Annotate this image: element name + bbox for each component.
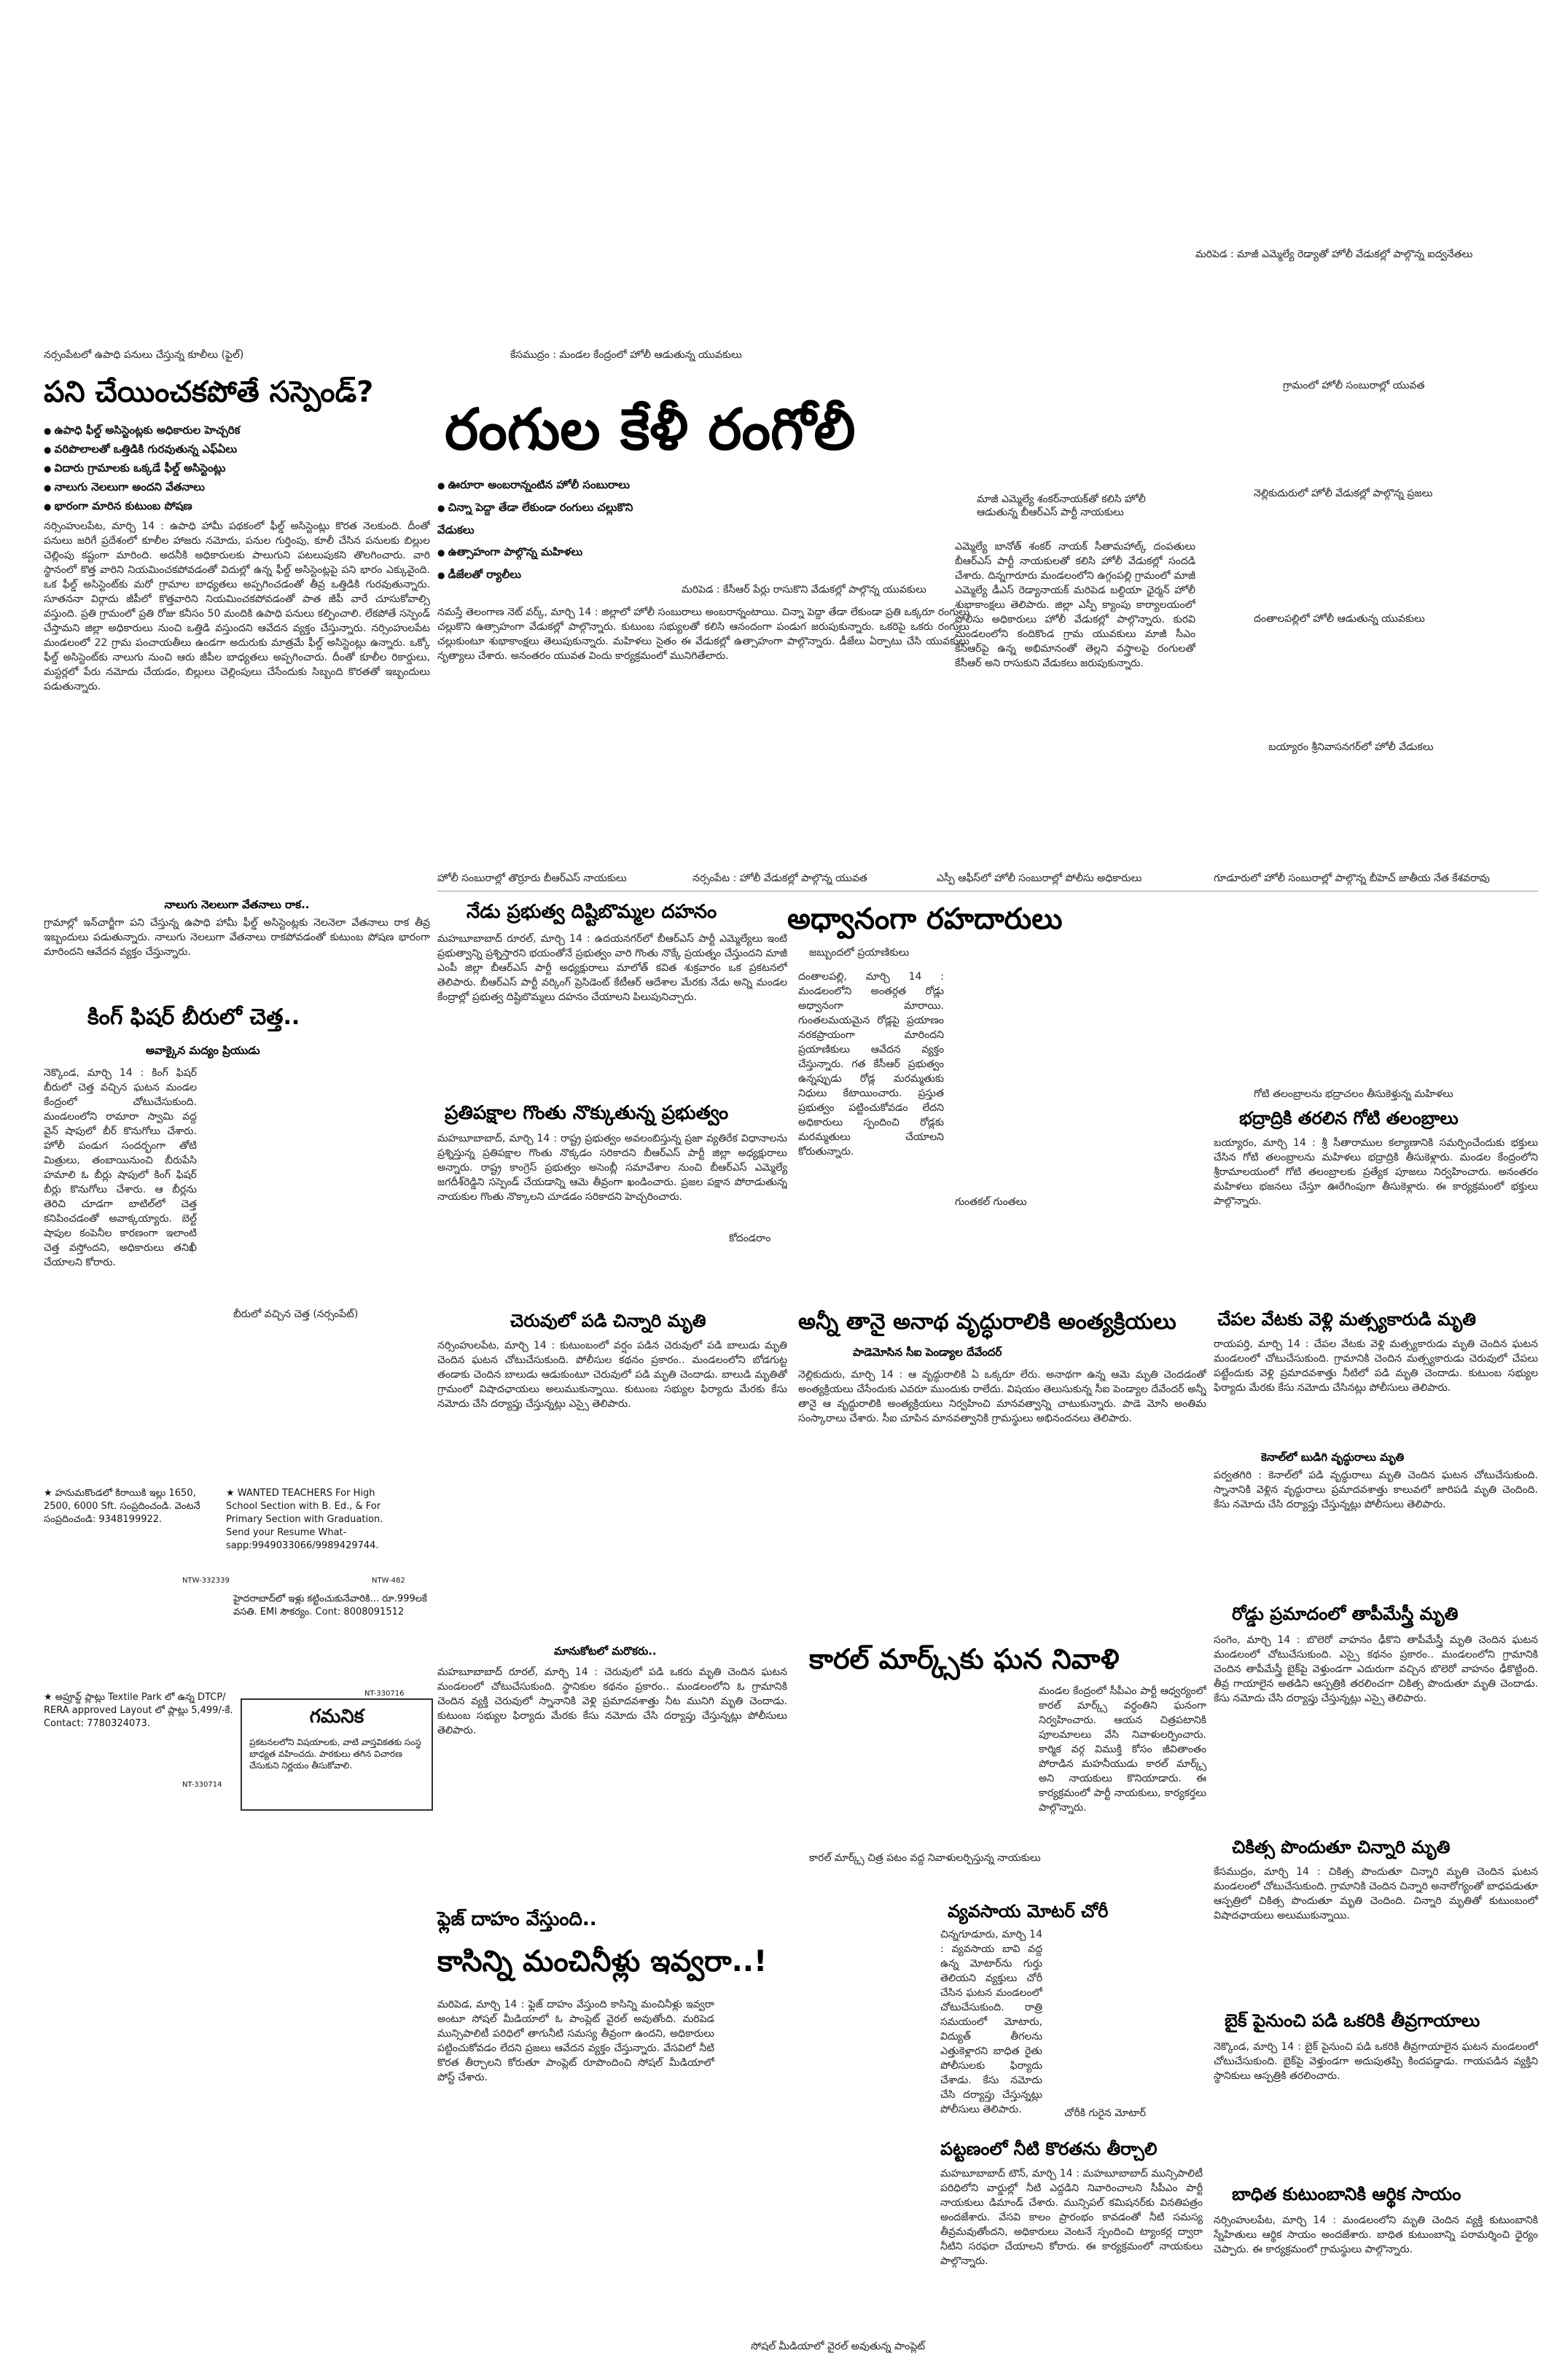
suspend-bullets: [44, 421, 430, 516]
dahanam-body: మహబూబాబాద్ రూరల్, మార్చి 14 : ఉదయనగర్‌లో బీఆర్‌ఎస్ పార్టీ ఎమ్మెల్యేలు ఇంటి ప్రభుత్వాన్ని ప్రశ్నిస్తారని భయంతోనే ప్రభుత్వం వారి గొంతు నొక్కే ప్రయత్నం చేస్తుందని మాజీ ఎంపీ జిల్లా బీఆర్‌ఎస్ పార్టీ అధ్యక్షురాలు మాలోత్ కవిత శుక్రవారం ఒక ప్రకటనలో తెలిపారు. బీఆర్‌ఎస్ పార్టీ వర్కింగ్ ప్రెసిడెంట్ కేటీఆర్ ఆదేశాల మేరకు నేడు అన్ని మండల కేంద్రాల్లో ప్రభుత్వ దిష్టిబొమ్మలు దహనం చేయాలని పిలుపునిచ్చారు.: [437, 933, 787, 1003]
suspend-bullet: ● విదారు గ్రామాలకు ఒక్కడే ఫీల్డ్ అసిస్టెంట్లు: [44, 459, 430, 478]
ad-teachers: ★ WANTED TEACHERS For High School Section with B. Ed., & For Primary Section with Graduation. Send your Resume What-sapp:9949033066/9989429744.: [226, 1488, 383, 1551]
suspend-body2: గ్రామాల్లో ఇన్‌చార్జీగా పని చేస్తున్న ఉపాధి హామీ ఫీల్డ్ అసిస్టెంట్లకు నెలనెలా వేతనాలు రాక తీవ్ర ఇబ్బందులు పడుతున్నారు. నాలుగు నెలలుగా వేతనాలు రాకపోవడంతో కుటుంబ పోషణ భారంగా మారిందని ఆవేదన వ్యక్తం చేస్తున్నారు.: [44, 917, 430, 958]
notice-body: ప్రకటనలలోని విషయాలకు, వాటి వాస్తవికతకు సంస్థ బాధ్యత వహించదు. పాఠకులు తగిన విచారణ చేసుకుని నిర్ణయం తీసుకోవాలి.: [249, 1737, 421, 1771]
center-bullet: ● చిన్నా పెద్దా తేడా లేకుండా రంగులు చల్లుకొని వేడుకలు: [437, 496, 663, 541]
center-bullet: ● ఉత్సాహంగా పాల్గొన్న మహిళలు: [437, 541, 663, 563]
dahanam-headline: నేడు ప్రభుత్వ దిష్టిబొమ్మల దహనం: [467, 901, 717, 923]
karl-body: మండల కేంద్రంలో సీపీఎం పార్టీ ఆధ్వర్యంలో కారల్ మార్క్స్ వర్ధంతిని ఘనంగా నిర్వహించారు. ఆయన చిత్రపటానికి పూలమాలలు వేసి నివాళులర్పించారు. కార్మిక వర్గ విముక్తి కోసం జీవితాంతం పోరాడిన మహనీయుడు కారల్ మార్క్స్ అని నాయకులు కొనియాడారు. ఈ కార్యక్రమంలో పార్టీ నాయకులు, కార్యకర్తలు పాల్గొన్నారు.: [1039, 1685, 1206, 1814]
caption-upadhi: నర్సంపేటలో ఉపాధి పనులు చేస్తున్న కూలీలు (ఫైల్): [44, 349, 244, 361]
caption-narsampet-holi: నర్సంపేట : హోలీ వేడుకల్లో పాల్గొన్న యువత: [692, 873, 867, 884]
bike-headline: బైక్ పైనుంచి పడి ఒకరికి తీవ్రగాయాలు: [1225, 2010, 1480, 2031]
chepala-body: రాయపర్తి, మార్చి 14 : చేపల వేటకు వెళ్లి మత్స్యకారుడు మృతి చెందిన ఘటన మండలంలో చోటుచేసుకుంది. గ్రామానికి చెందిన మత్స్యకారుడు చెరువులో చేపలు పట్టేందుకు వెళ్లి ప్రమాదవశాత్తు నీటిలో పడి మృతి చెందాడు. కుటుంబ సభ్యుల ఫిర్యాదు మేరకు కేసు నమోదు చేసినట్లు పోలీసులు తెలిపారు.: [1214, 1338, 1538, 1394]
manakotla-body: మహబూబాబాద్ రూరల్, మార్చి 14 : చెరువులో పడి ఒకరు మృతి చెందిన ఘటన మండలంలో చోటుచేసుకుంది. స్థానికుల కథనం ప్రకారం.. మండలంలోని ఓ గ్రామానికి చెందిన వ్యక్తి చెరువులో స్నానానికి వెళ్లి ప్రమాదవశాత్తు నీట మునిగి మృతి చెందాడు. కుటుంబ సభ్యుల ఫిర్యాదు మేరకు కేసు నమోదు చేసి దర్యాప్తు చేస్తున్నట్లు పోలీసులు తెలిపారు.: [437, 1666, 787, 1736]
suspend-body: నర్సింహులపేట, మార్చి 14 : ఉపాధి హామీ పథకంలో ఫీల్డ్ అసిస్టెంట్లు కొరత నెలకుంది. దీంతో పనులు జరిగే ప్రదేశంలో కూలీల హాజరు నమోదు, పనుల గుర్తింపు, కూలీ చేసిన పనులకు బిల్లుల చెల్లింపు కష్టంగా మారింది. అదనీకి అధికారులకు పాలుగుని పటలుపుకని తొలగించారు. వారి స్థానంలో కొత్త వారిని నియమించకపోవడంతో విదుల్లో ఉన్న ఫీల్డ్ అసిస్టెంట్లపై పని భారం ఎక్కువైంది. ఒక ఫీల్డ్ అసిస్టెంట్‌కు మరో గ్రామాల బాధ్యతలు అప్పగించడంతో తీవ్ర ఒత్తిడికి గురవుతున్నారు. సూతననా విర్గాదు జీపీలో కొత్తవారిని నియమించకపోవడంతో పాత జీపీ వారే చూసుకోవాల్సి వస్తుంది. ప్రతి గ్రామంలో ప్రతి రోజు కనీసం 50 మందికి ఉపాధి పనులు కల్పించాలి. లేకపోతే సస్పెండ్ చేస్తామని జిల్లా అధికారులు నుంచి ఒత్తిడి వస్తుందని ఆవేదన వ్యక్తం చేస్తున్నారు. నర్సింహులపేట మండలంలో 22 గ్రామ పంచాయతీలు ఉండగా అదురుకు మాత్రమే ఫీల్డ్ అసిస్టెంట్లు ఉన్నారు. ఒక్కో ఫీల్డ్ అసిస్టెంట్‌కు నాలుగు నుంచి ఆరు జీపీల బాధ్యతలు అప్పగించారు. దీంతో కూలీల రికార్డులు, మస్టర్లలో పేరు నమోదు చేయడం, బిల్లులు చెల్లింపులు చేసేందుకు సిబ్బంది కొరతతో ఇబ్బందులు పడుతున్నారు.: [44, 520, 430, 692]
neeti-body: మహబూబాబాద్ టౌన్, మార్చి 14 : మహబూబాబాద్ మున్సిపాలిటీ పరిధిలోని వార్డుల్లో నీటి ఎద్దడిని నివారించాలని సీపీఎం పార్టీ నాయకులు డిమాండ్ చేశారు. మున్సిపల్ కమిషనర్‌కు వినతిపత్రం అందజేశారు. వేసవి కాలం ప్రారంభం కావడంతో నీటి సమస్య తీవ్రమవుతోందని, అధికారులు వెంటనే స్పందించి ట్యాంకర్ల ద్వారా నీటిని సరఫరా చేయాలని కోరారు. ఈ కార్యక్రమంలో నాయకులు పాల్గొన్నారు.: [940, 2168, 1203, 2267]
antyakriyalu-subhead: పాడెమోసిన సీఐ పెండ్యాల దేవేందర్: [853, 1346, 1002, 1359]
chinnari-body: నర్సింహులపేట, మార్చి 14 : కుటుంబంలో వర్షం పడిన చెరువులో పడి బాలుడు మృతి చెందిన ఘటన చోటుచేసుకుంది. పోలీసుల కథనం ప్రకారం.. మండలంలోని బోడగుట్ట తండాకు చెందిన బాలుడు ఆడుకుంటూ చెరువులో పడి మృతి చెందాడు. బాలుడి మృతితో గ్రామంలో విషాదఛాయలు అలుముకున్నాయి. కుటుంబ సభ్యుల ఫిర్యాదు మేరకు కేసు నమోదు చేసి దర్యాప్తు చేస్తున్నట్లు ఎస్సై తెలిపారు.: [437, 1340, 787, 1410]
caption-bayyaram: బయ్యారం శ్రీనివాసనగర్‌లో హోలీ వేడుకలు: [1268, 741, 1434, 753]
tapi-body: సంగెం, మార్చి 14 : బొలెరో వాహనం ఢీకొని తాపీమేస్త్రీ మృతి చెందిన ఘటన మండలంలో చోటుచేసుకుంది. ఎస్సై కథనం ప్రకారం.. మండలంలోని గ్రామానికి చెందిన తాపీమేస్త్రీ బైక్‌పై వెళ్తుండగా ఎదురుగా వచ్చిన బొలెరో వాహనం ఢీకొట్టింది. తీవ్ర గాయాలైన అతడిని ఆస్పత్రికి తరలించగా చికిత్స పొందుతూ మృతి చెందాడు. కేసు నమోదు చేసి దర్యాప్తు చేస్తున్నట్లు ఎస్సై తెలిపారు.: [1214, 1634, 1538, 1704]
suspend-bullet: ● ఉపాధి ఫీల్డ్ అసిస్టెంట్లకు అధికారుల హెచ్చరిక: [44, 421, 430, 440]
center-bullets: [437, 474, 663, 586]
kingfisher-subhead: అవాక్కైన మద్యం ప్రియుడు: [146, 1044, 260, 1057]
suspend-subhead: నాలుగు నెలలుగా వేతనాలు రాక..: [164, 898, 310, 911]
caption-gunthakal: గుంతకల్ గుంతలు: [955, 1196, 1027, 1208]
chepala-subhead: కెనాల్‌లో బుడిగి వృద్ధురాలు మృతి: [1261, 1451, 1405, 1464]
caption-kesamudram: కేసముద్రం : మండల కేంద్రంలో హోలీ ఆడుతున్న యువకులు: [510, 349, 742, 361]
rahadarulu-body: దంతాలపల్లి, మార్చి 14 : మండలంలోని అంతర్గత రోడ్లు అధ్వానంగా మారాయి. గుంతలమయమైన రోడ్లపై ప్రయాణం నరకప్రాయంగా మారిందని ప్రయాణికులు ఆవేదన వ్యక్తం చేస్తున్నారు. గత కేసీఆర్ ప్రభుత్వం ఉన్నప్పుడు రోడ్ల మరమ్మతుకు నిధులు కేటాయించారు. ప్రస్తుత ప్రభుత్వం పట్టించుకోవడం లేదని అధికారులు స్పందించి రోడ్లకు మరమ్మతులు చేయాలని కోరుతున్నారు.: [798, 971, 944, 1158]
caption-dantalapalli: దంతాలపల్లిలో హోలీ ఆడుతున్న యువకులు: [1254, 613, 1425, 625]
center-bullet: ● ఊరూరా అంబరాన్నంటిన హోలీ సంబురాలు: [437, 474, 663, 496]
caption-goti: గోటి తలంబ్రాలను భద్రాచలం తీసుకెళ్తున్న మహిళలు: [1254, 1088, 1453, 1100]
notice-box: [241, 1698, 433, 1811]
aarthika-body: నర్సింహులపేట, మార్చి 14 : మండలంలోని మృతి చెందిన వ్యక్తి కుటుంబానికి స్నేహితులు ఆర్థిక సాయం అందజేశారు. బాధిత కుటుంబాన్ని పరామర్శించి ధైర్యం చెప్పారు. ఈ కార్యక్రమంలో గ్రామస్థులు పాల్గొన్నారు.: [1214, 2215, 1538, 2255]
goti-headline: భద్రాద్రికి తరలిన గోటి తలంబ్రాలు: [1239, 1108, 1459, 1128]
beer-bottle-photo: [211, 1066, 430, 1306]
top-right-caption: మరిపెడ : మాజీ ఎమ్మెల్యే రెడ్యాతో హోలీ వేడుకల్లో పాల్గొన్న ఐద్వనేతలు: [1195, 249, 1473, 260]
suspend-headline: పని చేయించకపోతే సస్పెండ్?: [44, 375, 374, 409]
holi-photo-strip: [437, 364, 948, 379]
ad-plots: ★ అప్రూవ్డ్ ప్లాట్లు Textile Park లో ఉన్న DTCP/ RERA approved Layout లో ప్లాట్లు 5,499/-కే. Contact: 7780324073.: [44, 1692, 233, 1729]
caption-gudur: గూడూరులో హోలీ సంబురాల్లో పాల్గొన్న బీహెచ్ జాతీయ నేత కేశవరావు: [1214, 873, 1490, 884]
caption-trs: హోలీ సంబురాల్లో తొర్రూరు బీఆర్‌ఎస్ నాయకులు: [437, 873, 627, 884]
plaji-headline2: కాసిన్ని మంచినీళ్లు ఇవ్వరా..!: [437, 1945, 768, 1978]
manakotla-subhead: మానుకోటలో మరొకరు..: [554, 1644, 657, 1658]
goti-body: బయ్యారం, మార్చి 14 : శ్రీ సీతారాముల కల్యాణానికి సమర్పించేందుకు భక్తులు చేసిన గోటి తలంబ్రాలను మహిళలు భద్రాద్రికి తీసుకెళ్లారు. మండల కేంద్రంలోని శ్రీరామాలయంలో గోటి తలంబ్రాలకు ప్రత్యేక పూజలు నిర్వహించారు. అనంతరం మహిళలు భజనలు చేస్తూ ఊరేగింపుగా తీసుకెళ్లారు. ఈ కార్యక్రమంలో భక్తులు పాల్గొన్నారు.: [1214, 1137, 1538, 1207]
road-photo: [955, 969, 1203, 1123]
antyakriyalu-body: నెల్లికుదురు, మార్చి 14 : ఆ వృద్ధురాలికి ఏ ఒక్కరూ లేరు. అనాథగా ఉన్న ఆమె మృతి చెందడంతో అంత్యక్రియలు చేసేందుకు ఎవరూ ముందుకు రాలేదు. విషయం తెలుసుకున్న సీఐ పెండ్యాల దేవేందర్ అన్నీ తానై ఆ వృద్ధురాలికి అంత్యక్రియలు నిర్వహించి మానవత్వాన్ని చాటుకున్నారు. పాడె మోసి అంతిమ సంస్కారాలు చేశారు. సీఐ చూపిన మానవత్వానికి గ్రామస్థులు అభినందనలు తెలిపారు.: [798, 1369, 1206, 1424]
kingfisher-headline: కింగ్ ఫిషర్ బీరులో చెత్త..: [87, 1004, 300, 1030]
aarthika-headline: బాధిత కుటుంబానికి ఆర్థిక సాయం: [1232, 2184, 1462, 2204]
ad-hyd: హైదరాబాద్‌లో ఇళ్లు కట్టించుకునేవారికి... రూ.999లకే వసతి. EMI సౌకర్యం. Cont: 8008091512: [233, 1593, 427, 1618]
kingfisher-body: నెక్కొండ, మార్చి 14 : కింగ్ ఫిషర్ బీరులో చెత్త వచ్చిన ఘటన మండల కేంద్రంలో చోటుచేసుకుంది. మండలంలోని రామారా స్వామి వద్ద వైన్ షాపులో బీర్ కొనుగోలు చేశారు. హోలీ పండుగ సందర్భంగా తోటి మిత్రులు, తంబాయినుంచి బీరుపేసి హమాలి ఓ బీర్లు షాపులో కింగ్ ఫిషర్ బీర్లు కొనుగోలు చేశారు. ఆ బీర్లను తెరిచి చూడగా బాటిల్‌లో చెత్త కనిపించడంతో అవాక్కయ్యారు. బెల్ట్ షాపుల కంపెనీల కారణంగా ఇలాంటి చెత్త వస్తోందని, అధికారులు తనిఖీ చేయాలని కోరారు.: [44, 1067, 197, 1268]
ad-plots-code: NT-330714: [182, 1781, 222, 1789]
suspend-bullet: ● వరిపొలాలతో ఒత్తిడికి గురవుతున్న ఎఫ్‌ఏలు: [44, 440, 430, 459]
neeti-headline: పట్టణంలో నీటి కొరతను తీర్చాలి: [940, 2139, 1158, 2159]
center-bullet: ● డీజేలతో ర్యాలీలు: [437, 563, 663, 586]
ad-hyd-code: NT-330716: [364, 1690, 405, 1698]
caption-jaggayyapeta: జబ్బుందలో ప్రయాణికులు: [809, 947, 910, 959]
caption-social: సోషల్ మీడియాలో వైరల్ అవుతున్న పాంప్లెట్: [751, 2341, 926, 2352]
motor-body: చిన్నగూడూరు, మార్చి 14 : వ్యవసాయ బావి వద్ద ఉన్న మోటార్‌ను గుర్తు తెలియని వ్యక్తులు చోరీ చేసిన ఘటన మండలంలో చోటుచేసుకుంది. రాత్రి సమయంలో మోటారు, విద్యుత్ తీగలను ఎత్తుకెళ్లారని బాధిత రైతు పోలీసులకు ఫిర్యాదు చేశాడు. కేసు నమోదు చేసి దర్యాప్తు చేస్తున్నట్లు పోలీసులు తెలిపారు.: [940, 1929, 1042, 2115]
bike-body: నెక్కొండ, మార్చి 14 : బైక్ పైనుంచి పడి ఒకరికి తీవ్రగాయాలైన ఘటన మండలంలో చోటుచేసుకుంది. బైక్‌పై వెళ్తుండగా అదుపుతప్పి కిందపడ్డాడు. గాయపడిన వ్యక్తిని స్థానికులు ఆస్పత్రికి తరలించారు.: [1214, 2041, 1538, 2082]
antyakriyalu-headline: అన్నీ తానై అనాథ వృద్ధురాలికి అంత్యక్రియలు: [798, 1309, 1176, 1335]
caption-gramamlo: గ్రామంలో హోలీ సంబురాల్లో యువత: [1283, 380, 1425, 391]
chepala-headline: చేపల వేటకు వెళ్లి మత్స్యకారుడి మృతి: [1217, 1309, 1476, 1330]
center-body: నమస్తే తెలంగాణ నెట్ వర్క్, మార్చి 14 : జిల్లాలో హోలీ సంబురాలు అంబరాన్నంటాయి. చిన్నా పెద్దా తేడా లేకుండా ప్రతి ఒక్కరూ రంగులు చల్లుకొని ఉత్సాహంగా వేడుకల్లో పాల్గొన్నారు. కుటుంబ సభ్యులతో కలిసి ఆనందంగా పండుగ జరుపుకున్నారు. ఒకరిపై ఒకరు రంగులు చల్లుకుంటూ శుభాకాంక్షలు తెలుపుకున్నారు. మహిళలు సైతం ఈ వేడుకల్లో ఉత్సాహంగా పాల్గొన్నారు. డీజేలు ఏర్పాటు చేసి యువకులు నృత్యాలు చేశారు. అనంతరం యువత విందు కార్యక్రమంలో మునిగితేలారు.: [437, 606, 969, 662]
caption-motor: చోరీకి గురైన మోటార్: [1064, 2107, 1146, 2119]
suspend-bullet: ● నాలుగు నెలలుగా అందని వేతనాలు: [44, 478, 430, 497]
motor-headline: వ్యవసాయ మోటర్ చోరీ: [948, 1901, 1109, 1921]
ad-house-code: NTW-332339: [182, 1577, 230, 1585]
plaji-body: మరిపెడ, మార్చి 14 : ఫ్లెజ్ దాహం వేస్తుంది కాసిన్ని మంచినీళ్లు ఇవ్వరా అంటూ సోషల్ మీడియాలో ఓ పాంప్లెట్ వైరల్ అవుతోంది. మరిపెడ మున్సిపాలిటీ పరిధిలో తాగునీటి సమస్య తీవ్రంగా ఉందని, అధికారులు పట్టించుకోవడం లేదని ప్రజలు ఆవేదన వ్యక్తం చేస్తున్నారు. వేసవిలో నీటి కొరత తీర్చాలని కోరుతూ పాంప్లెట్ రూపొందించి సోషల్ మీడియాలో పోస్ట్ చేశారు.: [437, 1999, 714, 2083]
ad-teachers-code: NTW-482: [372, 1577, 405, 1585]
caption-nellikuduru: నెల్లికుదురులో హోలీ వేడుకల్లో పాల్గొన్న ప్రజలు: [1254, 488, 1433, 499]
right-top-article: ఎమ్మెల్యే బానోత్ శంకర్ నాయక్ సీతామహాల్క్ దంపతులు బీఆర్‌ఎస్ పార్టీ నాయకులతో కలిసి హోలీ వేడుకల్లో సందడి చేశారు. దిన్నగారూరు మండలంలోని ఉగ్గంపల్లి గ్రామంలో మాజీ ఎమ్మెల్యే డీఎస్ రెడ్యానాయక్ మరిపెడ బల్దియా ఛైర్మన్ హోలీ శుభాకాంక్షలు తెలిపారు. జిల్లా ఎస్పీ క్యాంపు కార్యాలయంలో పోలీసు అధికారులు హోలీ వేడుకల్లో పాల్గొన్నారు. కురవి మండలంలోని కందికొండ గ్రామ యువకులు మాజీ సీఎం కేసీఆర్‌పై ఉన్న అభిమానంతో తెల్లని వస్త్రాలపై రంగులతో కేసీఆర్ అని రాసుకుని వేడుకలు జరుపుకున్నారు.: [955, 541, 1195, 669]
chinnari2-body: కేసముద్రం, మార్చి 14 : చికిత్స పొందుతూ చిన్నారి మృతి చెందిన ఘటన మండలంలో చోటుచేసుకుంది. గ్రామానికి చెందిన చిన్నారి అనారోగ్యంతో బాధపడుతూ ఆస్పత్రిలో చికిత్స పొందుతూ మృతి చెందింది. చిన్నారి మృతితో కుటుంబంలో విషాదఛాయలు అలుముకున్నాయి.: [1214, 1866, 1538, 1921]
karl-photo: [798, 1684, 1031, 1844]
ad-house: ★ హనుమకొండలో కిరాయికి ఇల్లు 1650, 2500, 6000 Sft. సంప్రదించండి. వెంటనే సంప్రదించండి: 9348199922.: [44, 1488, 200, 1525]
karl-headline: కారల్ మార్క్స్‌కు ఘన నివాళి: [809, 1643, 1120, 1675]
caption-sp-office: ఎస్పీ ఆఫీస్‌లో హోలీ సంబురాల్లో పోలీసు అధికారులు: [937, 873, 1142, 884]
motor-photo: [1050, 1927, 1203, 2102]
caption-maji-mla: మాజీ ఎమ్మెల్యే శంకర్‌నాయక్‌తో కలిసి హోలీ ఆడుతున్న బీఆర్‌ఎస్ పార్టీ నాయకులు: [977, 493, 1146, 518]
byline: కోదండరాం: [729, 1233, 771, 1244]
gontu-headline: ప్రతిపక్షాల గొంతు నొక్కుతున్న ప్రభుత్వం: [445, 1102, 729, 1124]
pamphlet-photo: [725, 1997, 929, 2333]
chepala-body2: పర్వతగిరి : కెనాల్‌లో పడి వృద్ధురాలు మృతి చెందిన ఘటన చోటుచేసుకుంది. స్నానానికి వెళ్లిన వృద్ధురాలు ప్రమాదవశాత్తు కాలువలో జారిపడి మృతి చెందింది. కేసు నమోదు చేసి దర్యాప్తు చేస్తున్నట్లు పోలీసులు తెలిపారు.: [1214, 1470, 1538, 1510]
chinnari2-headline: చికిత్స పొందుతూ చిన్నారి మృతి: [1232, 1837, 1451, 1857]
caption-maripeda-kesav: మరిపెడ : కేసీఆర్ పేర్లు రాసుకొని వేడుకల్లో పాల్గొన్న యువకులు: [682, 584, 926, 596]
notice-title: గమనిక: [309, 1706, 364, 1728]
chinnari-headline: చెరువులో పడి చిన్నారి మృతి: [510, 1311, 706, 1331]
gontu-body: మహబూబాబాద్, మార్చి 14 : రాష్ట్ర ప్రభుత్వం అవలంబిస్తున్న ప్రజా వ్యతిరేక విధానాలను ప్రశ్నిస్తున్న ప్రతిపక్షాల గొంతు నొక్కడం సరికాదని బీఆర్‌ఎస్ పార్టీ జిల్లా అధ్యక్షురాలు అన్నారు. రాష్ట్ర కాంగ్రెస్ ప్రభుత్వం అసెంబ్లీ సమావేశాల నుంచి బీఆర్‌ఎస్ ఎమ్మెల్యే జగదీశ్‌రెడ్డిని సస్పెండ్ చేయడాన్ని ఆమె తీవ్రంగా ఖండించారు. ప్రజల పక్షాన పోరాడుతున్న నాయకుల గొంతు నొక్కాలని చూడడం సరికాదని హెచ్చరించారు.: [437, 1133, 787, 1203]
suspend-bullet: ● భారంగా మారిన కుటుంబ పోషణ: [44, 497, 430, 516]
center-headline: రంగుల కేళీ రంగోలీ: [445, 397, 856, 463]
plaji-headline1: ఫ్లెజ్ దాహం వేస్తుంది..: [437, 1908, 597, 1930]
tapi-headline: రోడ్డు ప్రమాదంలో తాపీమేస్త్రీ మృతి: [1232, 1604, 1459, 1624]
caption-karl: కారల్ మార్క్స్ చిత్ర పటం వద్ద నివాళులర్పిస్తున్న నాయకులు: [809, 1852, 1041, 1864]
beer-caption: బీరులో వచ్చిన చెత్త (నర్సంపేట్): [233, 1308, 359, 1320]
rahadarulu-headline: అధ్వానంగా రహదారులు: [787, 902, 1063, 936]
